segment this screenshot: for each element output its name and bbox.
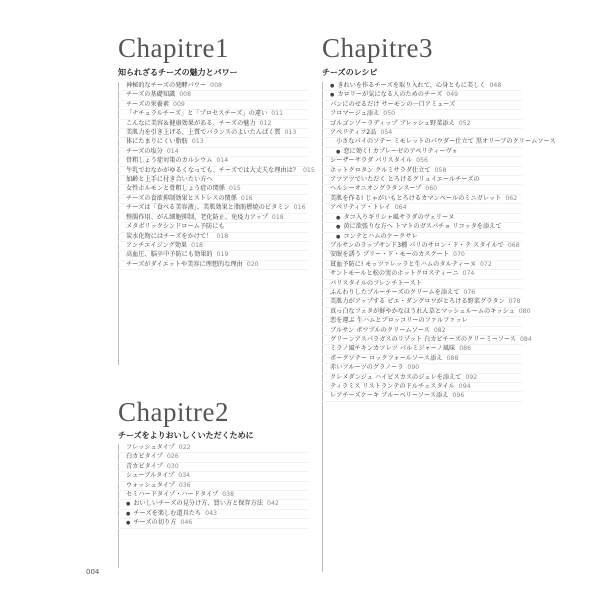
toc-entry-page: 092 [465,373,478,381]
chapter-1-subtitle: 知られざるチーズの魅力とパワー [118,68,238,77]
toc-entry [118,500,308,509]
toc-entry [118,166,315,176]
toc-entry-text: ポークソテー ロックフォールソース添え [330,354,443,362]
toc-entry [322,298,522,307]
toc-entry-text: アペリティフ2品 [330,129,377,137]
toc-entry-page: 076 [463,288,476,296]
toc-entry [322,185,522,194]
toc-entry-page: 054 [380,129,393,137]
toc-entry [118,242,308,251]
toc-entry-text: チーズの食欲抑制効果とストレスの関係 [126,194,237,202]
toc-entry-page: 060 [425,185,438,193]
toc-entry-text: 体にたまりにくい脂肪 [126,138,188,146]
toc-entry [322,392,522,401]
chapter-1-list [118,82,315,270]
toc-entry-page: 016 [293,204,306,212]
toc-entry [118,82,308,91]
toc-entry-page: 013 [191,138,204,146]
toc-entry-text: 赤いフルーツのグラノーラ [330,364,404,372]
toc-entry-text: チーズは「食べる美容液」。美肌効果と脂肪燃焼のビタミン [126,204,290,212]
toc-entry-page: 078 [508,298,521,306]
toc-entry [322,345,522,354]
toc-entry [322,383,522,392]
toc-entry-page: 080 [518,307,531,315]
toc-entry-text: 骨粗しょう症対策のカルシウム [126,157,213,165]
toc-entry-text: 炭水化物にはチーズをかけて！ [126,232,213,240]
chapter-3-title: Chapitre3 [322,33,433,63]
toc-entry [322,261,522,270]
toc-entry-page: 074 [462,270,475,278]
toc-entry [322,214,522,223]
toc-entry-text: アツアツでいただく とろけるグリュイエールチーズの [330,176,480,184]
toc-entry-text: 高血圧、脳卒中予防にも効果的 [126,251,213,259]
toc-entry-page: 082 [433,326,446,334]
toc-entry-page: 019 [216,251,229,259]
toc-entry-page: 018 [271,213,284,221]
toc-entry [322,364,522,373]
toc-entry-page: 042 [267,500,279,508]
toc-entry-text: 女性ホルモンと骨粗しょう症の関係 [126,185,225,193]
toc-entry-text: パンにのせるだけ サーモンの一口アミューズ [330,100,456,108]
toc-entry [118,261,308,270]
toc-entry-page: 049 [446,91,459,99]
toc-entry-text: シーザーサラダ パリスタイル [330,157,413,165]
toc-entry [322,242,522,251]
toc-entry-text: パリスタイルのフレンチトースト [330,279,422,287]
toc-entry [322,101,522,110]
toc-entry-page: 015 [229,185,241,193]
toc-entry [322,270,522,279]
toc-entry-text: 美肌を作る! じゃがいもとろけるカマンベールのミニガレット [330,194,502,202]
toc-entry-text: サントモールと松の実のホットクロスティーニ [330,270,459,278]
toc-entry [118,519,308,528]
toc-entry [118,482,308,491]
chapter-3-subtitle: チーズのレシピ [322,68,378,77]
toc-entry [118,214,308,223]
toc-entry-text: タコ入りギリシャ風サラダのヴェリーヌ [343,213,455,221]
toc-entry-text: アペリティフ・トレイ [330,204,391,212]
toc-entry-page: 014 [166,147,179,155]
toc-entry [118,251,308,260]
toc-entry [322,327,522,336]
toc-entry [322,233,522,242]
toc-entry-text: チーズの塩分 [126,147,163,155]
toc-entry-text: 整腸作用、がん細胞抑制、老化防止、免疫力アップ [126,213,268,221]
toc-entry-page: 070 [453,251,465,259]
toc-entry-page: 016 [240,194,253,202]
toc-entry-text: 美肌力がアップする ピエ・ダングロワがとろける野菜グラタン [330,298,505,306]
toc-entry-page: 058 [434,166,447,174]
toc-entry-page: 062 [505,194,518,202]
toc-entry-text: グリーンアスパラガスのリゾット 白カビチーズのクリーミーソース [330,335,516,343]
toc-entry [118,453,308,462]
toc-entry-page: 012 [259,119,272,127]
toc-entry-text: 白カビタイプ [126,453,163,461]
toc-entry [322,289,522,298]
toc-entry-text: チーズの栄養素 [126,100,170,108]
toc-entry-page: 064 [394,204,407,212]
toc-entry-text: チーズの基礎知識 [126,91,176,99]
toc-entry-text: ブルサン ポワブルのクリームソース [330,326,430,334]
toc-entry [118,463,308,472]
toc-entry-page: 011 [271,110,284,118]
toc-entry-page: 018 [191,241,203,249]
toc-entry [322,335,532,345]
toc-entry-page: 043 [205,509,217,517]
toc-entry-page: 014 [216,157,229,165]
toc-entry-page: 050 [383,110,396,118]
toc-entry [118,204,308,213]
toc-entry-text: チーズの切り方 [133,519,177,527]
toc-entry [322,307,531,317]
toc-entry-page: 022 [178,444,191,451]
toc-entry-text: 美肌力を引き上げる、上質でバランスのよいたんぱく質 [126,129,281,137]
toc-entry-text: レアチーズケーキ ブルーベリーソース添え [330,392,449,400]
toc-entry-text: こんなに美容＆健康効果がある、チーズの魅力 [126,119,256,127]
toc-entry-text: ウォッシュタイプ [126,481,175,489]
toc-entry-page: 008 [179,91,192,99]
toc-entry-text: 黄に欲張りな方へ トマトのガスパチョ リコッタを添えて [343,223,502,231]
toc-entry-text: アンチエイジング効果 [126,241,188,249]
toc-entry-page: 030 [166,462,179,470]
toc-entry-text: きれいを作るチーズを取り入れて、心身ともに美しく [337,82,486,89]
toc-entry-text: ふんわりしたブルーチーズのクリームを添えて [330,288,460,296]
toc-entry [118,510,308,519]
toc-entry [322,195,522,204]
chapter-1-title: Chapitre1 [118,33,229,63]
toc-entry-text: 安眠を誘う ブリー・ド・モーのカスクート [330,251,450,259]
toc-entry-page: 068 [507,241,520,249]
toc-entry-text: 恋に効く! カプレーゼのアペリティーヴォ [343,147,458,155]
chapter-2-toc [118,444,308,529]
toc-entry [118,223,308,232]
toc-entry [322,157,522,166]
toc-entry [118,138,308,147]
toc-entry-page: 094 [458,383,471,390]
toc-entry-text: フロマージュ添え [330,110,380,118]
toc-entry [322,82,522,91]
chapter-2-list [118,444,308,529]
toc-entry [322,110,522,119]
toc-entry [118,444,308,453]
toc-entry-text: フレッシュタイプ [126,444,175,451]
toc-entry-text: メタボリックシンドローム予防にも [126,223,225,231]
toc-entry-text: ブルサンのラップサンド3種 パリのサロン・ド・テ スタイルで [330,241,504,249]
toc-entry-page: 013 [284,129,297,137]
toc-entry [118,110,308,119]
toc-entry-text: ゴルゴンゾーラディップ ブレッシュ野菜添え [330,119,455,127]
toc-entry-text: 「ナチュラルチーズ」と「プロセスチーズ」の違い [126,110,268,118]
toc-entry-page: 009 [173,100,185,108]
toc-entry [118,185,308,194]
page-number: 004 [86,568,100,576]
toc-entry [118,91,308,100]
toc-entry-text: チーズがダイエットや美容に理想的な理由 [126,260,243,268]
toc-entry-page: 086 [459,345,472,353]
toc-entry-text: セミハードタイプ・ハードタイプ [126,491,219,499]
toc-entry-text: コンテとハムのケークサレ [343,232,418,240]
toc-entry-text: シェーブルタイプ [126,472,175,480]
toc-entry [118,120,308,129]
toc-entry [118,157,308,166]
toc-entry [322,120,522,129]
toc-entry-page: 090 [407,364,420,372]
toc-entry [118,472,308,481]
toc-entry [322,204,522,213]
toc-entry-page: 015 [302,166,315,174]
toc-entry-text: 牛乳でおなかがゆるくなっても、チーズでは大丈夫な理由は？ [126,166,299,174]
toc-entry [118,148,308,157]
toc-entry-page: 026 [166,453,179,461]
toc-entry [118,195,308,204]
toc-entry [322,91,522,100]
toc-entry-text: カロリーが気になる人のためのチーズ [337,91,443,99]
toc-entry [322,223,522,232]
toc-entry [322,167,522,176]
toc-entry-page: 096 [452,392,465,400]
toc-entry-page: 052 [458,119,471,127]
toc-entry-page: 088 [446,354,459,362]
toc-entry [322,251,522,260]
toc-entry-page: 048 [489,82,502,89]
toc-entry-page: 008 [210,82,222,89]
toc-entry-text: チーズを楽しむ道具たち [133,509,202,517]
toc-entry [322,317,522,326]
toc-entry-text: 青カビタイプ [126,462,163,470]
chapter-2-title: Chapitre2 [118,397,229,427]
toc-entry [322,138,556,147]
toc-entry-page: 020 [246,260,259,268]
toc-entry-page: 034 [178,472,191,480]
toc-entry-page: 018 [216,232,229,240]
toc-entry-page: 046 [180,519,193,527]
toc-entry-page: 072 [479,260,492,268]
toc-entry-page: 036 [178,481,191,489]
toc-entry-text: 貧血予防に! モッツァレッラと生ハムのタルティーヌ [330,260,476,268]
toc-entry-text: 小さなパイのソテー ミモレットのパウダー仕立て 黒オリーブのクリームソース [336,138,556,146]
toc-entry-text: クレメダンジュ ハイビスカスのジュレを添えて [330,373,462,381]
toc-entry-text: おいしいチーズの見分け方、買い方と保存方法 [133,500,264,508]
toc-entry-text: 恋を運ぶ 生ハムとブロッコリーのファルファッレ [330,317,468,325]
toc-entry-text: 神秘的なチーズの発酵パワー [126,82,207,89]
toc-entry [322,355,522,364]
chapter-3-toc [322,82,556,402]
toc-entry-text: 加齢と上手に付き合いたい方へ [126,176,213,184]
toc-entry-text: ホットクロタン クルミサラダ仕立て [330,166,431,174]
toc-entry-text: 真っ白なフェタが鮮やかなほうれん草とマッシュルームのキッシュ [330,307,515,315]
chapter-3-list [322,82,556,402]
toc-entry-page: 084 [519,335,532,343]
toc-entry [322,280,522,289]
toc-entry [322,374,522,383]
toc-entry-page: 056 [416,157,428,165]
toc-entry-text: ミラノ風チキンカツレツ パルミジャーノ風味 [330,345,456,353]
toc-entry-text: ヘルシーオニオングラタンスープ [330,185,422,193]
chapter-1-toc [118,82,315,270]
toc-entry-page: 038 [222,491,235,499]
toc-entry-text: ティラミス リストランテのドルチェスタイル [330,383,455,390]
toc-entry [118,233,308,242]
toc-entry [118,101,308,110]
chapter-2-subtitle: チーズをよりおいしくいただくために [118,431,254,440]
toc-entry [322,148,522,157]
